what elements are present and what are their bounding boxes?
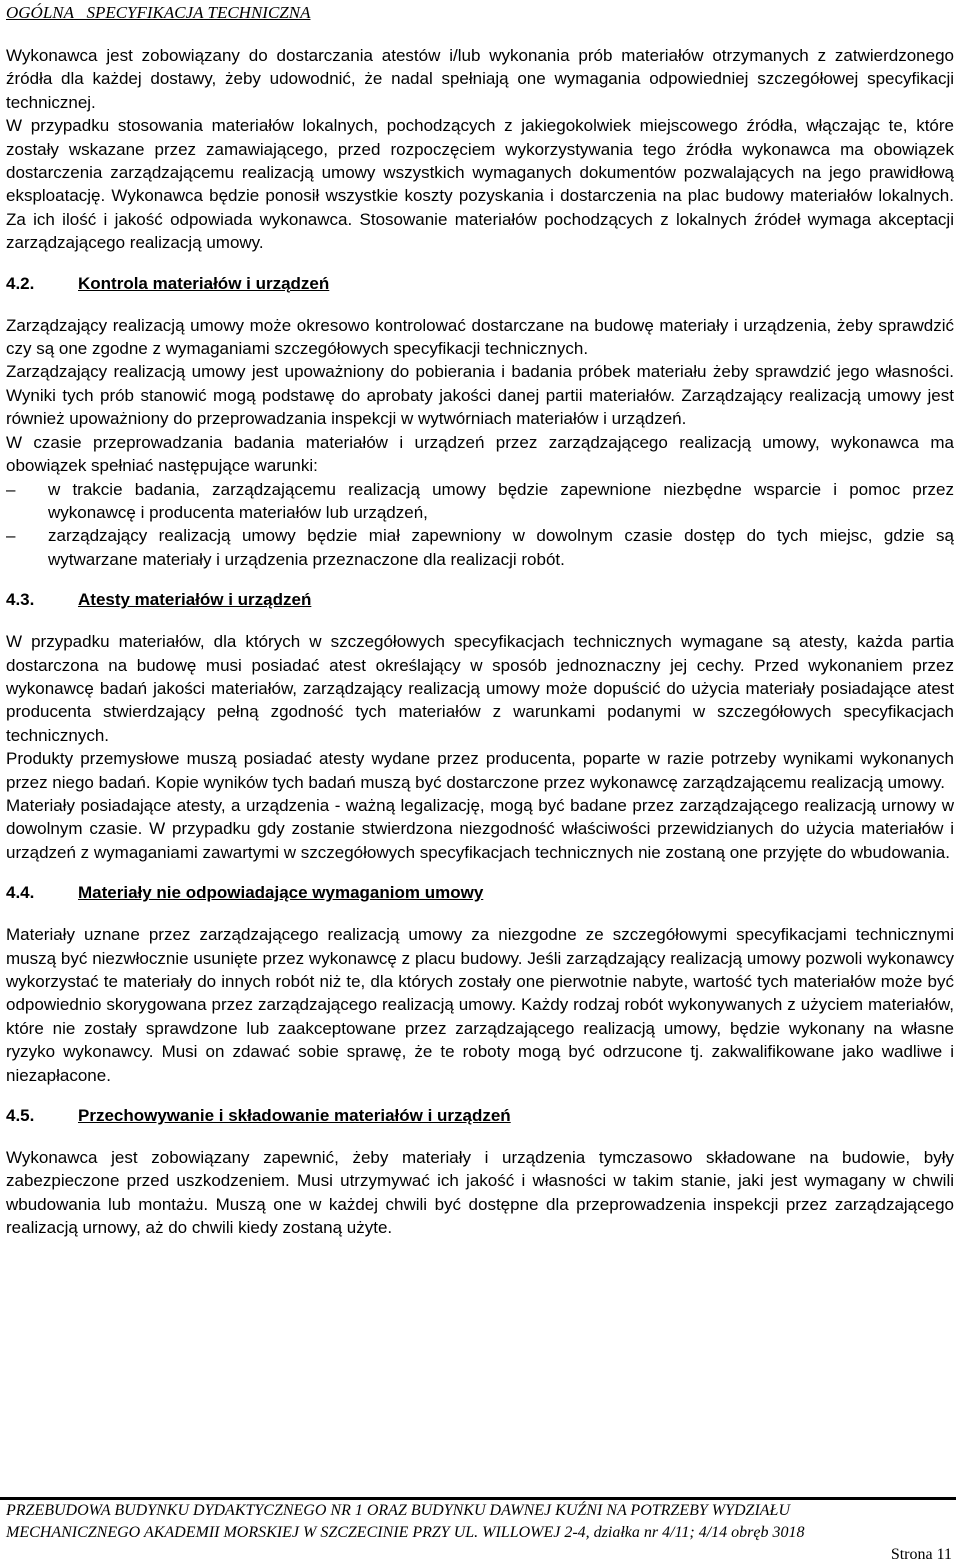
section-4-2-heading: [6, 272, 954, 296]
section-4-3-paragraph-3: Materiały posiadające atesty, a urządzenia - ważną legalizację, mogą być badane przez zarządzającego realizacją urnowy w dowolnym czasie. W przypadku gdy zostanie stwierdzona niezgodność właściwości przewidzianych do użycia materiałów i urządzeń z wymaganiami zawartymi w szczegółowych specyfikacjach technicznych nie zostaną one przyjęte do wbudowania.: [6, 795, 954, 862]
page-number: Strona 11: [890, 1546, 952, 1563]
section-4-3-paragraph-1: W przypadku materiałów, dla których w szczegółowych specyfikacjach technicznych wymagane są atesty, każda partia dostarczona na budowę musi posiadać atest określający w sposób jednoznaczny jej cechy. Przed wykonaniem przez wykonawcę badań jakości materiałów, zarządzający realizacją umowy może dopuścić do użycia materiały posiadające atest producenta stwierdzający pełną zgodność tych materiałów z warunkami podanymi w szczegółowych specyfikacjach technicznych.: [6, 632, 954, 745]
section-4-5-heading: [6, 1104, 954, 1128]
section-number: 4.4.: [6, 883, 35, 903]
dash-bullet: –: [6, 479, 16, 499]
section-title: Kontrola materiałów i urządzeń: [78, 273, 330, 293]
section-4-2-paragraph-3: W czasie przeprowadzania badania materiałów i urządzeń przez zarządzającego realizacją umowy, wykonawca ma obowiązek spełniać następujące warunki:: [6, 432, 954, 476]
document-body: [6, 44, 954, 1240]
section-number: 4.3.: [6, 590, 35, 610]
footer-line-1: PRZEBUDOWA BUDYNKU DYDAKTYCZNEGO NR 1 ORAZ BUDYNKU DAWNEJ KUŹNI NA POTRZEBY WYDZIAŁU: [6, 1502, 790, 1519]
section-title: Przechowywanie i składowanie materiałów i urządzeń: [78, 1106, 511, 1126]
section-4-3-paragraph-2: Produkty przemysłowe muszą posiadać atesty wydane przez producenta, poparte w razie potrzeby wynikami wykonanych przez niego badań. Kopie wyników tych badań muszą być dostarczone przez wykonawcę zarządzającemu realizacją umowy.: [6, 749, 954, 792]
dash-bullet: –: [6, 526, 16, 546]
conditions-list: [6, 478, 954, 572]
section-4-3-heading: [6, 588, 954, 612]
section-number: 4.5.: [6, 1106, 35, 1126]
section-4-2-paragraph-2: Zarządzający realizacją umowy jest upoważniony do pobierania i badania próbek materiału żeby sprawdzić jego własności. Wyniki tych prób stanowić mogą podstawę do aprobaty jakości danej partii materiałów. Zarządzający realizacją umowy jest również upoważniony do przeprowadzania inspekcji w wytwórniach materiałów i urządzeń.: [6, 362, 954, 429]
list-item-text: zarządzający realizacją umowy będzie miał zapewniony w dowolnym czasie dostęp do tych miejsc, gdzie są wytwarzane materiały i urządzenia przeznaczone dla realizacji robót.: [48, 526, 954, 569]
section-4-5-paragraph-1: Wykonawca jest zobowiązany zapewnić, żeby materiały i urządzenia tymczasowo składowane na budowie, były zabezpieczone przed uszkodzeniem. Musi utrzymywać ich jakość i własności w takim stanie, jaki jest wymagany w chwili wbudowania lub montażu. Muszą one w każdej chwili być dostępne dla przeprowadzenia inspekcji przez zarządzającego realizacją urnowy, aż do chwili kiedy zostaną użyte.: [6, 1148, 954, 1238]
intro-paragraph-1: Wykonawca jest zobowiązany do dostarczania atestów i/lub wykonania prób materiałów otrzymanych z zatwierdzonego źródła dla każdej dostawy, żeby udowodnić, że nadal spełniają one wymagania odpowiedniej szczegółowej specyfikacji technicznej.: [6, 46, 954, 112]
section-4-4-paragraph-1: Materiały uznane przez zarządzającego realizacją umowy za niezgodne ze szczegółowymi specyfikacjami technicznymi muszą być niezwłocznie usunięte przez wykonawcę z placu budowy. Jeśli zarządzający realizacją umowy pozwoli wykonawcy wykorzystać te materiały do innych robót niż te, dla których zostały one pierwotnie nabyte, wartość tych materiałów może być odpowiednio skorygowana przez zarządzającego realizacją umowy. Każdy rodzaj robót wykonywanych z użyciem materiałów, które nie zostały sprawdzone lub zaakceptowane przez zarządzającego realizacją umowy, będzie wykonany na własne ryzyko wykonawcy. Musi on zdawać sobie sprawę, że te roboty mogą być odrzucone tj. zakwalifikowane jako wadliwe i niezapłacone.: [6, 925, 954, 1085]
footer-project-title: [6, 1500, 954, 1544]
footer-line-2: MECHANICZNEGO AKADEMII MORSKIEJ W SZCZECINIE PRZY UL. WILLOWEJ 2-4, działka nr 4/11; 4/14 obręb 3018: [6, 1524, 805, 1541]
list-item-text: w trakcie badania, zarządzającemu realizacją umowy będzie zapewnione niezbędne wsparcie i pomoc przez wykonawcę i producenta materiałów lub urządzeń,: [48, 479, 954, 522]
section-title: Materiały nie odpowiadające wymaganiom umowy: [78, 883, 484, 903]
section-number: 4.2.: [6, 273, 35, 293]
section-title: Atesty materiałów i urządzeń: [78, 590, 312, 610]
list-item: [6, 478, 954, 525]
header-title: OGÓLNA SPECYFIKACJA TECHNICZNA: [6, 3, 311, 22]
intro-paragraph-2: W przypadku stosowania materiałów lokalnych, pochodzących z jakiegokolwiek miejscowego źródła, włączając te, które zostały wskazane przez zamawiającego, przed rozpoczęciem wykorzystywania tego źródła wykonawca ma obowiązek dostarczenia zarządzającemu realizacją umowy wszystkich wymaganych dokumentów pozwalających na jego prawidłową eksploatację. Wykonawca będzie ponosił wszystkie koszty pozyskania i dostarczenia na plac budowy materiałów lokalnych. Za ich ilość i jakość odpowiada wykonawca. Stosowanie materiałów pochodzących z lokalnych źródeł wymaga akceptacji zarządzającego realizacją umowy.: [6, 116, 954, 253]
list-item: [6, 524, 954, 571]
section-4-2-paragraph-1: Zarządzający realizacją umowy może okresowo kontrolować dostarczane na budowę materiały i urządzenia, żeby sprawdzić czy są one zgodne z wymaganiami szczegółowych specyfikacji technicznych.: [6, 315, 954, 359]
section-4-4-heading: [6, 881, 954, 905]
